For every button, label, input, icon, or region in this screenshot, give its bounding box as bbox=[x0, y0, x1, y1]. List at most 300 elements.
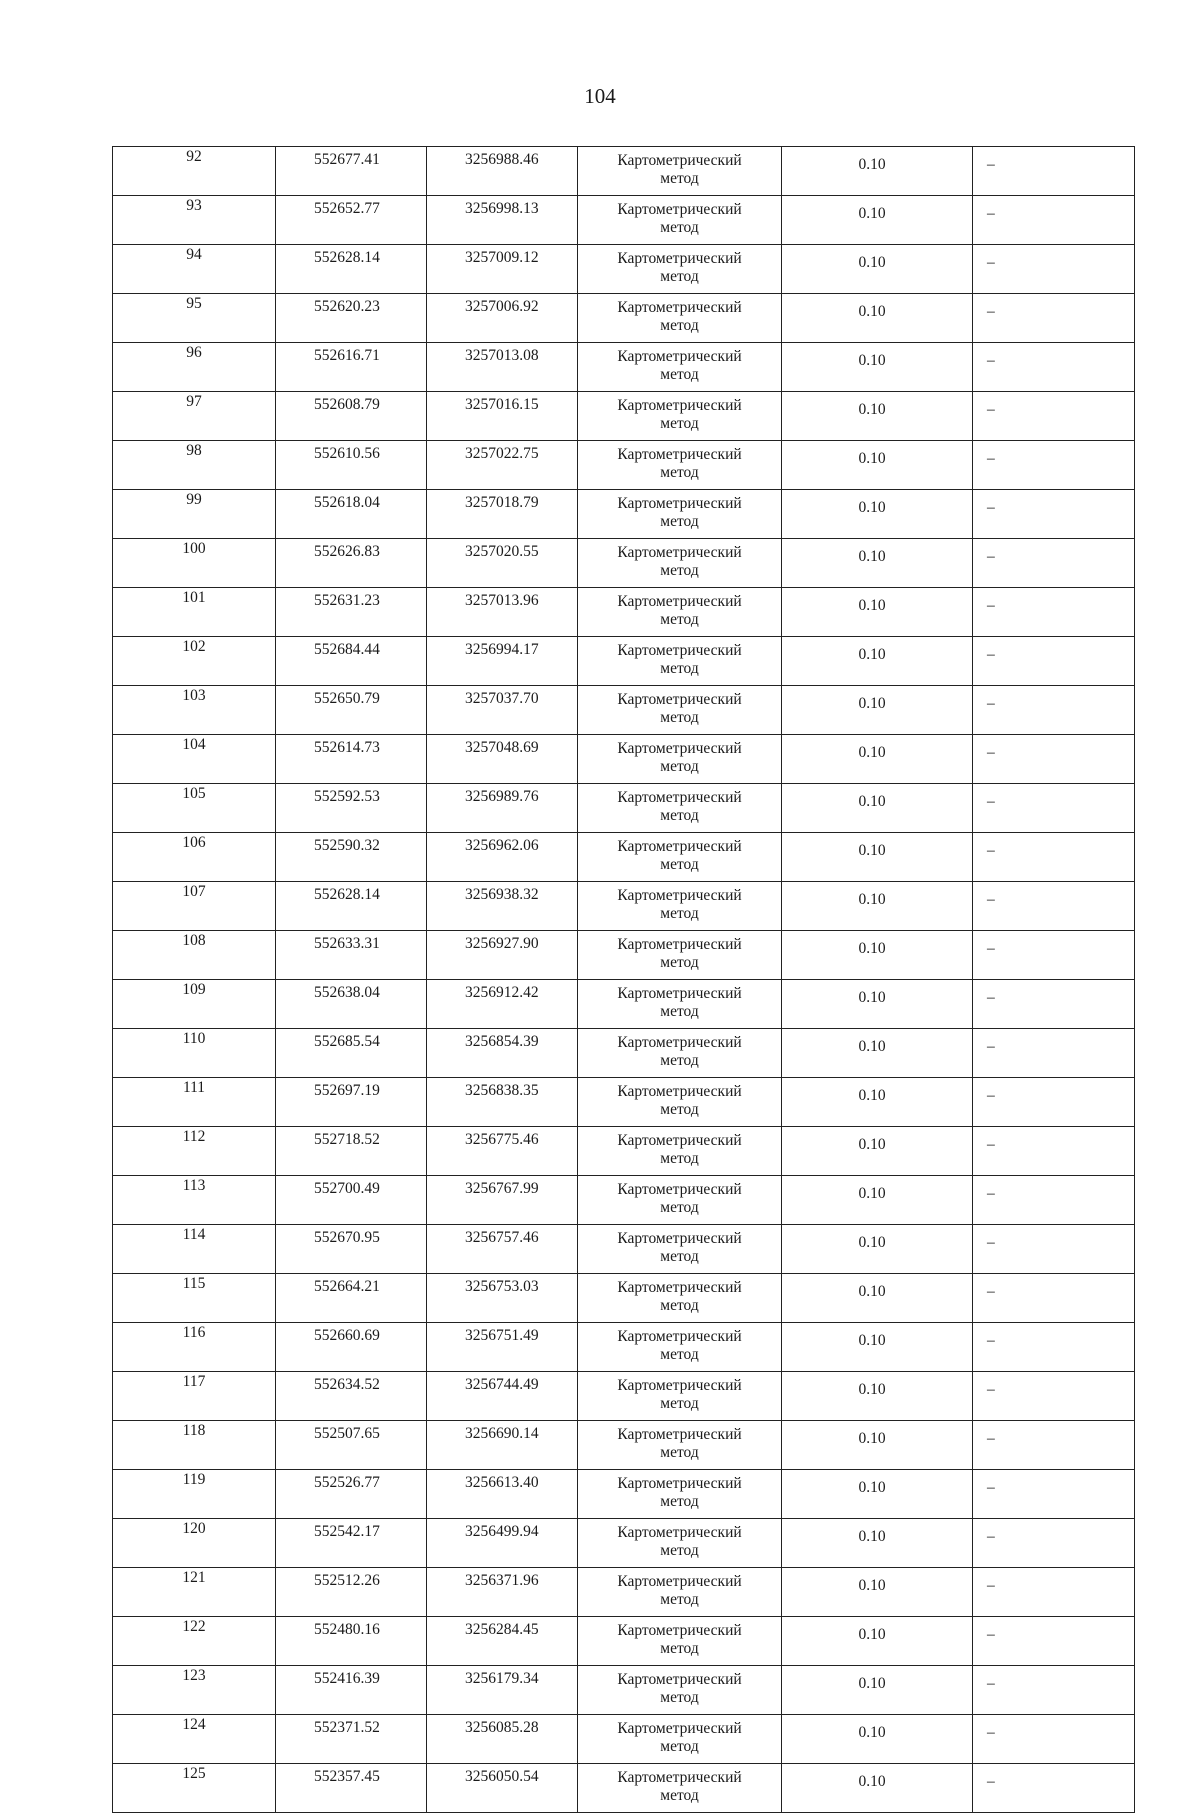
method-line: метод bbox=[660, 807, 699, 824]
method-cell bbox=[578, 1715, 782, 1764]
x-coordinate-cell: 552507.65 bbox=[276, 1421, 427, 1470]
method-cell bbox=[578, 833, 782, 882]
note-cell: – bbox=[973, 1029, 1135, 1078]
table-row bbox=[113, 1519, 1135, 1568]
method-line: Картометрический bbox=[617, 397, 742, 414]
y-coordinate-cell: 3256753.03 bbox=[427, 1274, 578, 1323]
accuracy-cell: 0.10 bbox=[782, 1225, 973, 1274]
method-line: метод bbox=[660, 905, 699, 922]
note-cell: – bbox=[973, 539, 1135, 588]
method-line: метод bbox=[660, 1787, 699, 1804]
accuracy-cell: 0.10 bbox=[782, 637, 973, 686]
note-cell: – bbox=[973, 1666, 1135, 1715]
method-line: Картометрический bbox=[617, 985, 742, 1002]
accuracy-cell: 0.10 bbox=[782, 833, 973, 882]
y-coordinate-cell: 3256284.45 bbox=[427, 1617, 578, 1666]
point-number-cell: 98 bbox=[113, 441, 276, 490]
note-cell: – bbox=[973, 1274, 1135, 1323]
table-row bbox=[113, 539, 1135, 588]
accuracy-cell: 0.10 bbox=[782, 1715, 973, 1764]
y-coordinate-cell: 3256988.46 bbox=[427, 147, 578, 196]
accuracy-cell: 0.10 bbox=[782, 784, 973, 833]
x-coordinate-cell: 552620.23 bbox=[276, 294, 427, 343]
accuracy-cell: 0.10 bbox=[782, 1421, 973, 1470]
method-line: Картометрический bbox=[617, 1181, 742, 1198]
table-row bbox=[113, 196, 1135, 245]
x-coordinate-cell: 552618.04 bbox=[276, 490, 427, 539]
x-coordinate-cell: 552610.56 bbox=[276, 441, 427, 490]
point-number-cell: 110 bbox=[113, 1029, 276, 1078]
x-coordinate-cell: 552628.14 bbox=[276, 882, 427, 931]
note-cell: – bbox=[973, 1127, 1135, 1176]
method-line: метод bbox=[660, 660, 699, 677]
method-cell bbox=[578, 343, 782, 392]
accuracy-cell: 0.10 bbox=[782, 490, 973, 539]
y-coordinate-cell: 3256179.34 bbox=[427, 1666, 578, 1715]
note-cell: – bbox=[973, 245, 1135, 294]
method-line: метод bbox=[660, 1640, 699, 1657]
y-coordinate-cell: 3257022.75 bbox=[427, 441, 578, 490]
method-cell bbox=[578, 1372, 782, 1421]
note-cell: – bbox=[973, 490, 1135, 539]
accuracy-cell: 0.10 bbox=[782, 1568, 973, 1617]
method-line: метод bbox=[660, 317, 699, 334]
method-cell bbox=[578, 1568, 782, 1617]
table-row bbox=[113, 1617, 1135, 1666]
method-line: метод bbox=[660, 1738, 699, 1755]
accuracy-cell: 0.10 bbox=[782, 1078, 973, 1127]
table-row bbox=[113, 1666, 1135, 1715]
method-line: метод bbox=[660, 1101, 699, 1118]
method-line: Картометрический bbox=[617, 348, 742, 365]
method-line: Картометрический bbox=[617, 593, 742, 610]
table-row bbox=[113, 245, 1135, 294]
note-cell: – bbox=[973, 784, 1135, 833]
point-number-cell: 96 bbox=[113, 343, 276, 392]
x-coordinate-cell: 552512.26 bbox=[276, 1568, 427, 1617]
method-line: Картометрический bbox=[617, 1328, 742, 1345]
x-coordinate-cell: 552697.19 bbox=[276, 1078, 427, 1127]
y-coordinate-cell: 3257020.55 bbox=[427, 539, 578, 588]
method-line: метод bbox=[660, 170, 699, 187]
point-number-cell: 111 bbox=[113, 1078, 276, 1127]
point-number-cell: 107 bbox=[113, 882, 276, 931]
note-cell: – bbox=[973, 1421, 1135, 1470]
note-cell: – bbox=[973, 147, 1135, 196]
x-coordinate-cell: 552608.79 bbox=[276, 392, 427, 441]
point-number-cell: 117 bbox=[113, 1372, 276, 1421]
x-coordinate-cell: 552650.79 bbox=[276, 686, 427, 735]
method-cell bbox=[578, 1078, 782, 1127]
method-line: Картометрический bbox=[617, 1279, 742, 1296]
y-coordinate-cell: 3256998.13 bbox=[427, 196, 578, 245]
point-number-cell: 94 bbox=[113, 245, 276, 294]
method-line: Картометрический bbox=[617, 740, 742, 757]
table-row bbox=[113, 931, 1135, 980]
y-coordinate-cell: 3256050.54 bbox=[427, 1764, 578, 1813]
method-line: Картометрический bbox=[617, 1475, 742, 1492]
note-cell: – bbox=[973, 980, 1135, 1029]
accuracy-cell: 0.10 bbox=[782, 1519, 973, 1568]
x-coordinate-cell: 552357.45 bbox=[276, 1764, 427, 1813]
point-number-cell: 113 bbox=[113, 1176, 276, 1225]
accuracy-cell: 0.10 bbox=[782, 245, 973, 294]
accuracy-cell: 0.10 bbox=[782, 441, 973, 490]
method-line: Картометрический bbox=[617, 1524, 742, 1541]
method-line: Картометрический bbox=[617, 299, 742, 316]
accuracy-cell: 0.10 bbox=[782, 1666, 973, 1715]
x-coordinate-cell: 552626.83 bbox=[276, 539, 427, 588]
point-number-cell: 106 bbox=[113, 833, 276, 882]
y-coordinate-cell: 3257048.69 bbox=[427, 735, 578, 784]
table-row bbox=[113, 294, 1135, 343]
point-number-cell: 115 bbox=[113, 1274, 276, 1323]
x-coordinate-cell: 552526.77 bbox=[276, 1470, 427, 1519]
x-coordinate-cell: 552685.54 bbox=[276, 1029, 427, 1078]
point-number-cell: 100 bbox=[113, 539, 276, 588]
accuracy-cell: 0.10 bbox=[782, 1470, 973, 1519]
table-row bbox=[113, 441, 1135, 490]
point-number-cell: 118 bbox=[113, 1421, 276, 1470]
method-line: метод bbox=[660, 954, 699, 971]
method-line: Картометрический bbox=[617, 1083, 742, 1100]
x-coordinate-cell: 552700.49 bbox=[276, 1176, 427, 1225]
note-cell: – bbox=[973, 1568, 1135, 1617]
y-coordinate-cell: 3256085.28 bbox=[427, 1715, 578, 1764]
accuracy-cell: 0.10 bbox=[782, 882, 973, 931]
method-line: метод bbox=[660, 1542, 699, 1559]
accuracy-cell: 0.10 bbox=[782, 294, 973, 343]
y-coordinate-cell: 3257037.70 bbox=[427, 686, 578, 735]
method-line: Картометрический bbox=[617, 1720, 742, 1737]
y-coordinate-cell: 3256744.49 bbox=[427, 1372, 578, 1421]
method-line: Картометрический bbox=[617, 250, 742, 267]
note-cell: – bbox=[973, 1519, 1135, 1568]
note-cell: – bbox=[973, 441, 1135, 490]
method-line: метод bbox=[660, 1493, 699, 1510]
note-cell: – bbox=[973, 882, 1135, 931]
table-row bbox=[113, 833, 1135, 882]
method-cell bbox=[578, 980, 782, 1029]
method-cell bbox=[578, 1470, 782, 1519]
y-coordinate-cell: 3257013.08 bbox=[427, 343, 578, 392]
point-number-cell: 123 bbox=[113, 1666, 276, 1715]
table-row bbox=[113, 1764, 1135, 1813]
x-coordinate-cell: 552634.52 bbox=[276, 1372, 427, 1421]
method-cell bbox=[578, 245, 782, 294]
y-coordinate-cell: 3256499.94 bbox=[427, 1519, 578, 1568]
y-coordinate-cell: 3257013.96 bbox=[427, 588, 578, 637]
y-coordinate-cell: 3256962.06 bbox=[427, 833, 578, 882]
accuracy-cell: 0.10 bbox=[782, 196, 973, 245]
note-cell: – bbox=[973, 1323, 1135, 1372]
table-row bbox=[113, 392, 1135, 441]
method-cell bbox=[578, 539, 782, 588]
method-cell bbox=[578, 1764, 782, 1813]
note-cell: – bbox=[973, 1176, 1135, 1225]
note-cell: – bbox=[973, 588, 1135, 637]
point-number-cell: 116 bbox=[113, 1323, 276, 1372]
method-cell bbox=[578, 1666, 782, 1715]
accuracy-cell: 0.10 bbox=[782, 1617, 973, 1666]
accuracy-cell: 0.10 bbox=[782, 931, 973, 980]
note-cell: – bbox=[973, 1078, 1135, 1127]
table-row bbox=[113, 1568, 1135, 1617]
point-number-cell: 101 bbox=[113, 588, 276, 637]
table-row bbox=[113, 882, 1135, 931]
method-line: Картометрический bbox=[617, 152, 742, 169]
note-cell: – bbox=[973, 343, 1135, 392]
x-coordinate-cell: 552652.77 bbox=[276, 196, 427, 245]
table-row bbox=[113, 1470, 1135, 1519]
accuracy-cell: 0.10 bbox=[782, 343, 973, 392]
accuracy-cell: 0.10 bbox=[782, 539, 973, 588]
point-number-cell: 92 bbox=[113, 147, 276, 196]
y-coordinate-cell: 3256854.39 bbox=[427, 1029, 578, 1078]
method-cell bbox=[578, 735, 782, 784]
point-number-cell: 112 bbox=[113, 1127, 276, 1176]
method-cell bbox=[578, 882, 782, 931]
accuracy-cell: 0.10 bbox=[782, 1029, 973, 1078]
method-line: метод bbox=[660, 1444, 699, 1461]
point-number-cell: 119 bbox=[113, 1470, 276, 1519]
table-row bbox=[113, 980, 1135, 1029]
method-line: Картометрический bbox=[617, 789, 742, 806]
point-number-cell: 122 bbox=[113, 1617, 276, 1666]
x-coordinate-cell: 552416.39 bbox=[276, 1666, 427, 1715]
note-cell: – bbox=[973, 1372, 1135, 1421]
note-cell: – bbox=[973, 1225, 1135, 1274]
method-line: Картометрический bbox=[617, 1034, 742, 1051]
table-row bbox=[113, 1274, 1135, 1323]
method-cell bbox=[578, 1323, 782, 1372]
table-row bbox=[113, 784, 1135, 833]
y-coordinate-cell: 3257018.79 bbox=[427, 490, 578, 539]
method-line: Картометрический bbox=[617, 1377, 742, 1394]
point-number-cell: 99 bbox=[113, 490, 276, 539]
table-body bbox=[113, 147, 1135, 1813]
x-coordinate-cell: 552631.23 bbox=[276, 588, 427, 637]
table-row bbox=[113, 637, 1135, 686]
note-cell: – bbox=[973, 1470, 1135, 1519]
method-cell bbox=[578, 1617, 782, 1666]
method-line: метод bbox=[660, 758, 699, 775]
method-cell bbox=[578, 1176, 782, 1225]
method-line: Картометрический bbox=[617, 838, 742, 855]
note-cell: – bbox=[973, 392, 1135, 441]
method-cell bbox=[578, 294, 782, 343]
note-cell: – bbox=[973, 196, 1135, 245]
table-row bbox=[113, 1372, 1135, 1421]
point-number-cell: 125 bbox=[113, 1764, 276, 1813]
point-number-cell: 103 bbox=[113, 686, 276, 735]
method-line: Картометрический bbox=[617, 887, 742, 904]
method-line: Картометрический bbox=[617, 446, 742, 463]
table-row bbox=[113, 1421, 1135, 1470]
x-coordinate-cell: 552684.44 bbox=[276, 637, 427, 686]
point-number-cell: 120 bbox=[113, 1519, 276, 1568]
y-coordinate-cell: 3256757.46 bbox=[427, 1225, 578, 1274]
method-cell bbox=[578, 588, 782, 637]
method-line: Картометрический bbox=[617, 936, 742, 953]
method-line: метод bbox=[660, 268, 699, 285]
method-line: метод bbox=[660, 513, 699, 530]
method-line: Картометрический bbox=[617, 201, 742, 218]
x-coordinate-cell: 552638.04 bbox=[276, 980, 427, 1029]
method-line: Картометрический bbox=[617, 495, 742, 512]
method-line: Картометрический bbox=[617, 544, 742, 561]
point-number-cell: 93 bbox=[113, 196, 276, 245]
accuracy-cell: 0.10 bbox=[782, 1274, 973, 1323]
point-number-cell: 109 bbox=[113, 980, 276, 1029]
x-coordinate-cell: 552633.31 bbox=[276, 931, 427, 980]
method-cell bbox=[578, 1225, 782, 1274]
y-coordinate-cell: 3257009.12 bbox=[427, 245, 578, 294]
table-row bbox=[113, 490, 1135, 539]
method-line: метод bbox=[660, 1052, 699, 1069]
point-number-cell: 102 bbox=[113, 637, 276, 686]
table-row bbox=[113, 735, 1135, 784]
method-line: метод bbox=[660, 464, 699, 481]
point-number-cell: 105 bbox=[113, 784, 276, 833]
note-cell: – bbox=[973, 735, 1135, 784]
x-coordinate-cell: 552542.17 bbox=[276, 1519, 427, 1568]
method-cell bbox=[578, 1127, 782, 1176]
page-number: 104 bbox=[584, 84, 616, 108]
x-coordinate-cell: 552628.14 bbox=[276, 245, 427, 294]
method-line: метод bbox=[660, 1591, 699, 1608]
method-line: метод bbox=[660, 219, 699, 236]
y-coordinate-cell: 3256775.46 bbox=[427, 1127, 578, 1176]
method-cell bbox=[578, 1421, 782, 1470]
method-line: метод bbox=[660, 366, 699, 383]
method-line: Картометрический bbox=[617, 642, 742, 659]
y-coordinate-cell: 3256371.96 bbox=[427, 1568, 578, 1617]
y-coordinate-cell: 3256613.40 bbox=[427, 1470, 578, 1519]
table-row bbox=[113, 1225, 1135, 1274]
table-row bbox=[113, 1127, 1135, 1176]
method-line: метод bbox=[660, 1003, 699, 1020]
point-number-cell: 121 bbox=[113, 1568, 276, 1617]
y-coordinate-cell: 3256767.99 bbox=[427, 1176, 578, 1225]
accuracy-cell: 0.10 bbox=[782, 980, 973, 1029]
y-coordinate-cell: 3256938.32 bbox=[427, 882, 578, 931]
method-line: метод bbox=[660, 415, 699, 432]
method-line: Картометрический bbox=[617, 1132, 742, 1149]
method-cell bbox=[578, 931, 782, 980]
accuracy-cell: 0.10 bbox=[782, 735, 973, 784]
table-row bbox=[113, 686, 1135, 735]
accuracy-cell: 0.10 bbox=[782, 686, 973, 735]
x-coordinate-cell: 552371.52 bbox=[276, 1715, 427, 1764]
y-coordinate-cell: 3257006.92 bbox=[427, 294, 578, 343]
method-line: Картометрический bbox=[617, 1671, 742, 1688]
method-line: метод bbox=[660, 1297, 699, 1314]
table-row bbox=[113, 147, 1135, 196]
method-cell bbox=[578, 490, 782, 539]
y-coordinate-cell: 3256751.49 bbox=[427, 1323, 578, 1372]
note-cell: – bbox=[973, 637, 1135, 686]
coordinates-table bbox=[112, 146, 1135, 1813]
method-cell bbox=[578, 1029, 782, 1078]
note-cell: – bbox=[973, 1715, 1135, 1764]
x-coordinate-cell: 552660.69 bbox=[276, 1323, 427, 1372]
note-cell: – bbox=[973, 1764, 1135, 1813]
method-cell bbox=[578, 147, 782, 196]
accuracy-cell: 0.10 bbox=[782, 588, 973, 637]
x-coordinate-cell: 552480.16 bbox=[276, 1617, 427, 1666]
method-line: метод bbox=[660, 856, 699, 873]
method-line: Картометрический bbox=[617, 1426, 742, 1443]
note-cell: – bbox=[973, 686, 1135, 735]
x-coordinate-cell: 552677.41 bbox=[276, 147, 427, 196]
x-coordinate-cell: 552616.71 bbox=[276, 343, 427, 392]
method-line: Картометрический bbox=[617, 1622, 742, 1639]
method-line: метод bbox=[660, 562, 699, 579]
point-number-cell: 97 bbox=[113, 392, 276, 441]
point-number-cell: 124 bbox=[113, 1715, 276, 1764]
accuracy-cell: 0.10 bbox=[782, 1372, 973, 1421]
y-coordinate-cell: 3256912.42 bbox=[427, 980, 578, 1029]
method-line: метод bbox=[660, 1150, 699, 1167]
method-line: Картометрический bbox=[617, 1230, 742, 1247]
method-line: метод bbox=[660, 709, 699, 726]
method-cell bbox=[578, 1274, 782, 1323]
accuracy-cell: 0.10 bbox=[782, 1764, 973, 1813]
x-coordinate-cell: 552670.95 bbox=[276, 1225, 427, 1274]
table-row bbox=[113, 588, 1135, 637]
y-coordinate-cell: 3257016.15 bbox=[427, 392, 578, 441]
y-coordinate-cell: 3256989.76 bbox=[427, 784, 578, 833]
accuracy-cell: 0.10 bbox=[782, 1323, 973, 1372]
method-line: метод bbox=[660, 1689, 699, 1706]
x-coordinate-cell: 552614.73 bbox=[276, 735, 427, 784]
table-row bbox=[113, 1715, 1135, 1764]
note-cell: – bbox=[973, 294, 1135, 343]
method-line: метод bbox=[660, 1248, 699, 1265]
table-row bbox=[113, 1029, 1135, 1078]
point-number-cell: 95 bbox=[113, 294, 276, 343]
method-cell bbox=[578, 637, 782, 686]
y-coordinate-cell: 3256994.17 bbox=[427, 637, 578, 686]
point-number-cell: 108 bbox=[113, 931, 276, 980]
table-row bbox=[113, 1323, 1135, 1372]
y-coordinate-cell: 3256690.14 bbox=[427, 1421, 578, 1470]
accuracy-cell: 0.10 bbox=[782, 1127, 973, 1176]
method-cell bbox=[578, 1519, 782, 1568]
accuracy-cell: 0.10 bbox=[782, 392, 973, 441]
table-row bbox=[113, 343, 1135, 392]
method-cell bbox=[578, 392, 782, 441]
method-cell bbox=[578, 441, 782, 490]
table-row bbox=[113, 1078, 1135, 1127]
method-line: метод bbox=[660, 1199, 699, 1216]
y-coordinate-cell: 3256838.35 bbox=[427, 1078, 578, 1127]
note-cell: – bbox=[973, 833, 1135, 882]
point-number-cell: 104 bbox=[113, 735, 276, 784]
point-number-cell: 114 bbox=[113, 1225, 276, 1274]
x-coordinate-cell: 552718.52 bbox=[276, 1127, 427, 1176]
note-cell: – bbox=[973, 1617, 1135, 1666]
accuracy-cell: 0.10 bbox=[782, 147, 973, 196]
x-coordinate-cell: 552592.53 bbox=[276, 784, 427, 833]
method-line: Картометрический bbox=[617, 691, 742, 708]
method-cell bbox=[578, 686, 782, 735]
note-cell: – bbox=[973, 931, 1135, 980]
method-cell bbox=[578, 784, 782, 833]
table-row bbox=[113, 1176, 1135, 1225]
y-coordinate-cell: 3256927.90 bbox=[427, 931, 578, 980]
